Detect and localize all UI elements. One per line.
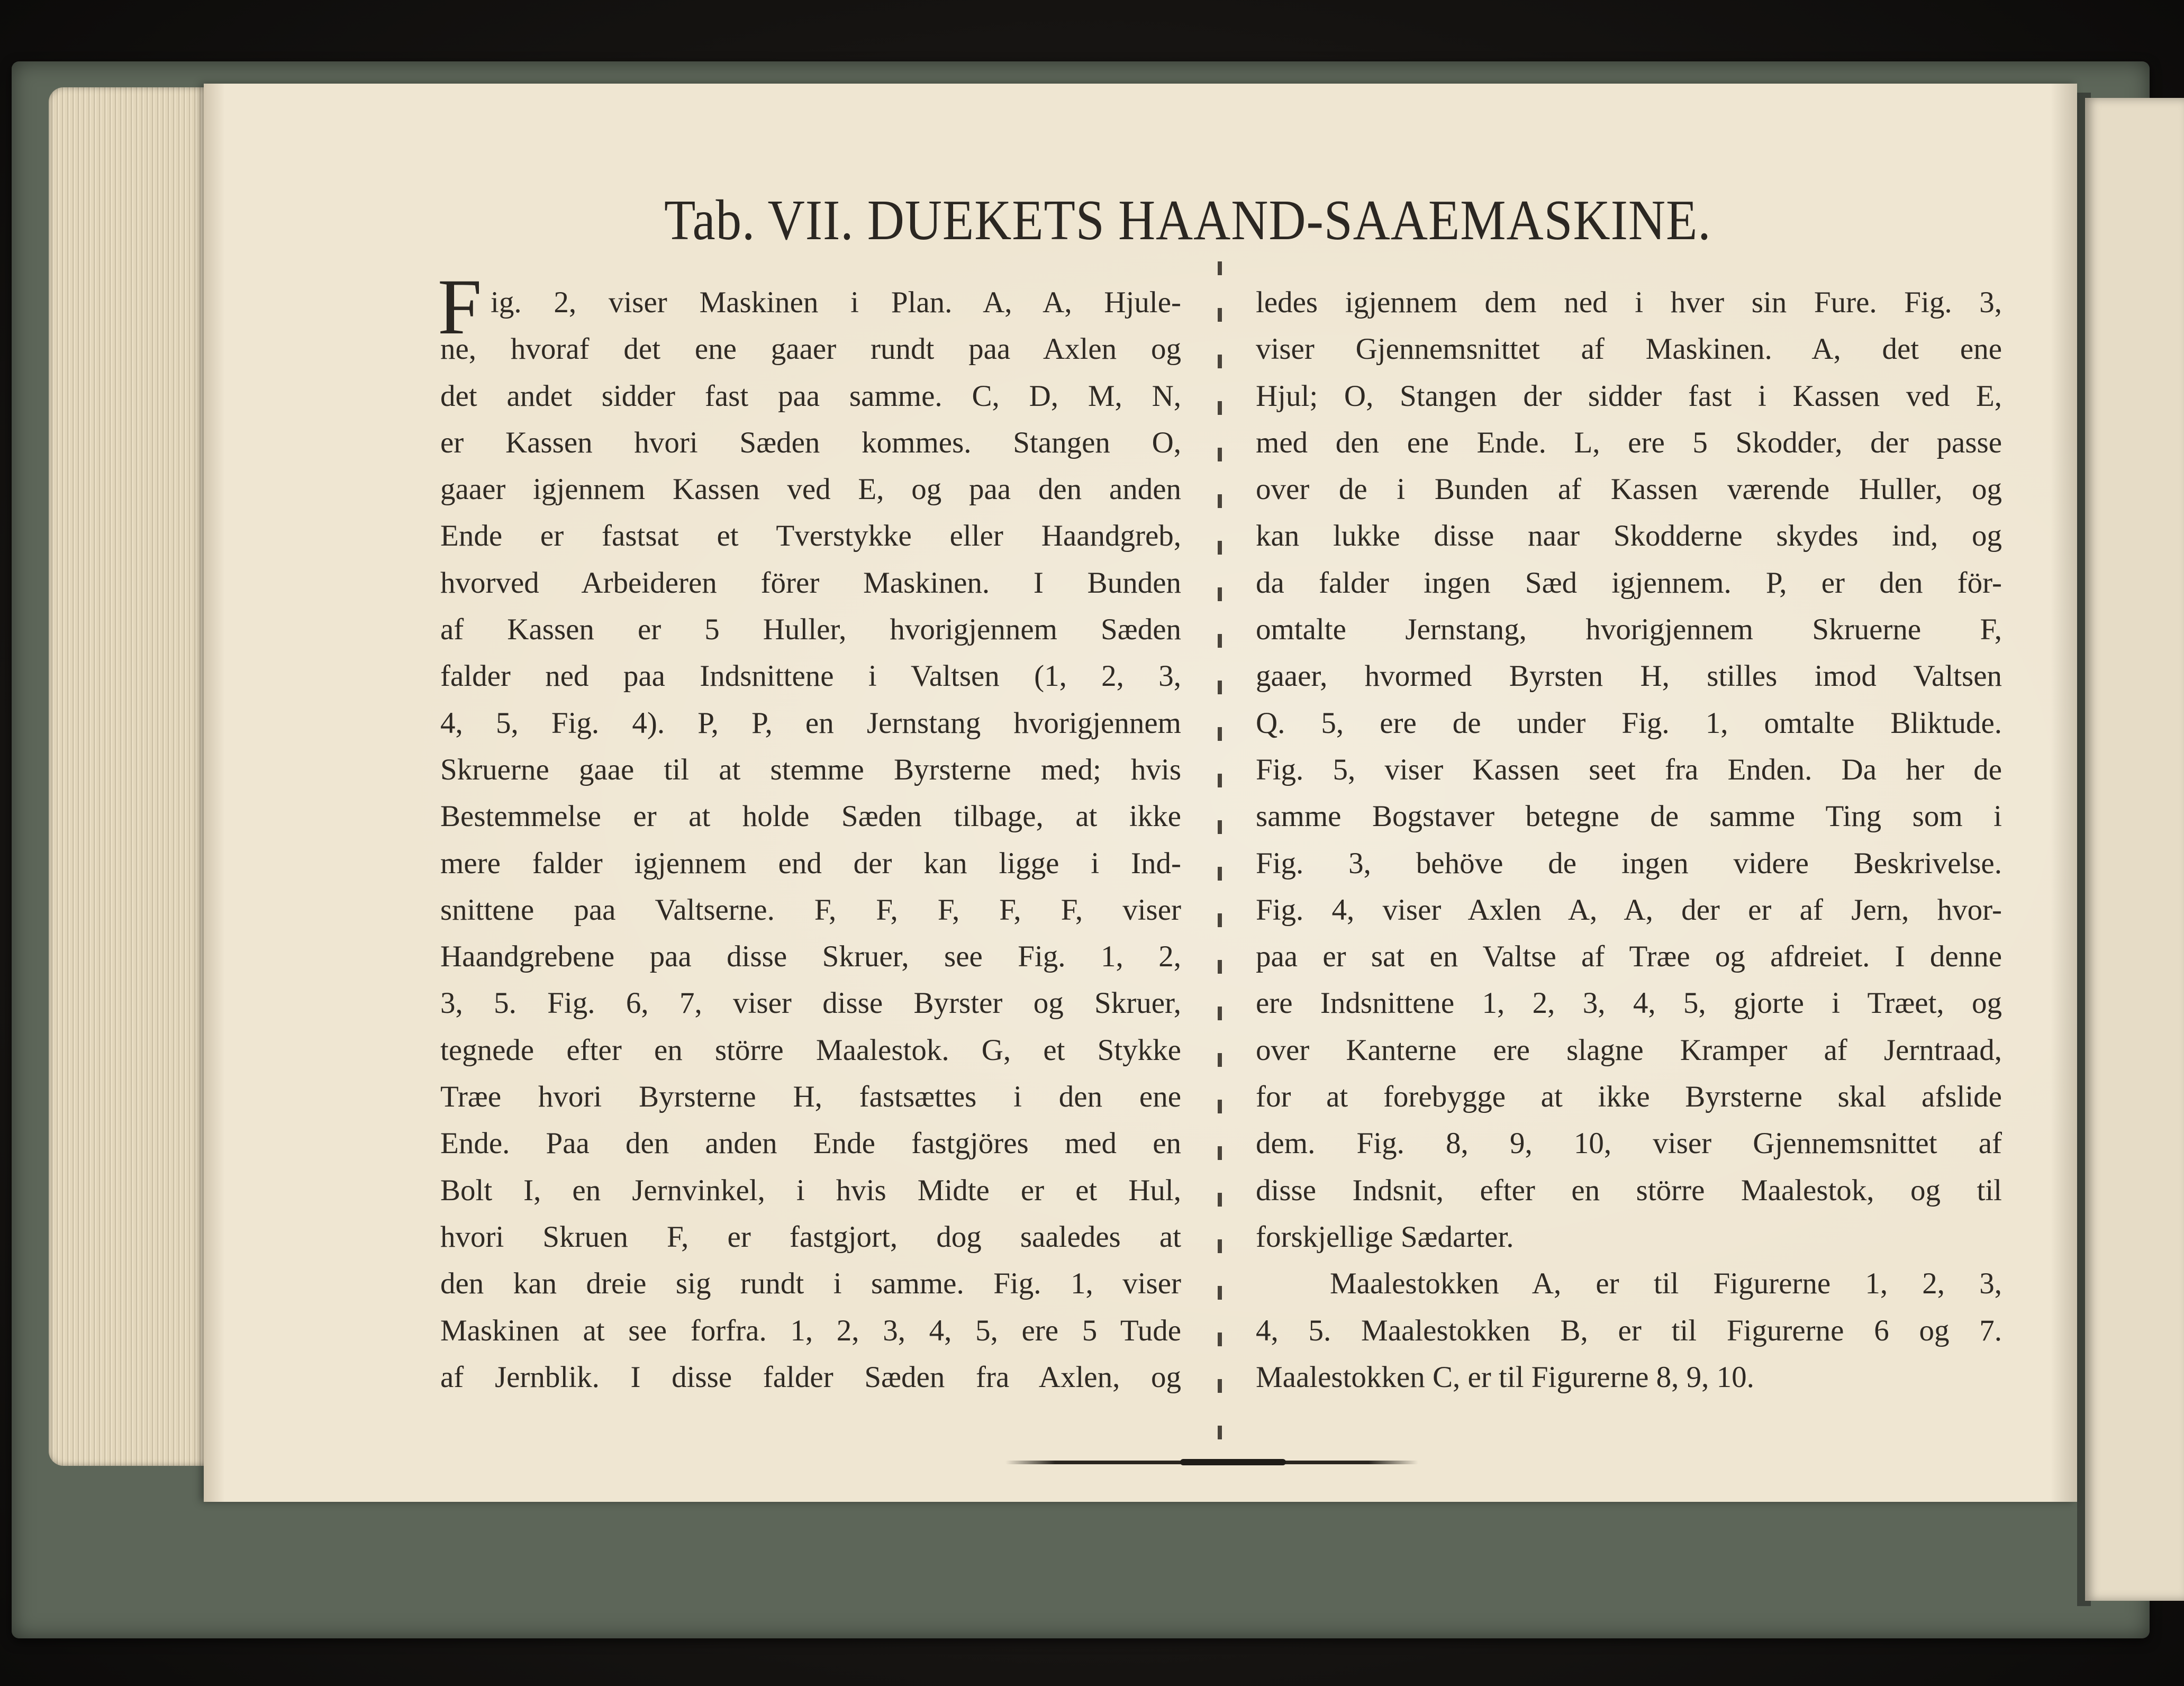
text-line: det andet sidder fast paa samme. C, D, M, N, — [440, 379, 1181, 413]
text-line: snittene paa Valtserne. F, F, F, F, F, viser — [440, 893, 1181, 927]
page-edges — [49, 87, 218, 1466]
left-text-column — [440, 279, 1181, 1401]
right-text-column — [1256, 279, 2002, 1401]
text-line: med den ene Ende. L, ere 5 Skodder, der passe — [1256, 425, 2002, 459]
text-line: Hjul; O, Stangen der sidder fast i Kassen ved E, — [1256, 379, 2002, 413]
text-line: falder ned paa Indsnittene i Valtsen (1, 2, 3, — [440, 659, 1181, 693]
column-divider — [1212, 254, 1228, 1445]
text-line: Q. 5, ere de under Fig. 1, omtalte Bliktude. — [1256, 706, 2002, 740]
text-line: gaaer igjennem Kassen ved E, og paa den anden — [440, 473, 1181, 506]
text-line: Fig. 5, viser Kassen seet fra Enden. Da her de — [1256, 753, 2002, 786]
text-line: Træe hvori Byrsterne H, fastsættes i den ene — [440, 1080, 1181, 1114]
text-line: over de i Bunden af Kassen værende Huller, og — [1256, 473, 2002, 506]
text-line: Bolt I, en Jernvinkel, i hvis Midte er et Hul, — [440, 1173, 1181, 1207]
text-line: Maalestokken C, er til Figurerne 8, 9, 10. — [1256, 1360, 1754, 1394]
closing-rule-center — [1180, 1459, 1286, 1465]
text-line: Ende er fastsat et Tverstykke eller Haandgreb, — [440, 519, 1181, 553]
text-line: 3, 5. Fig. 6, 7, viser disse Byrster og Skruer, — [440, 986, 1181, 1020]
text-line: mere falder igjennem end der kan ligge i Ind- — [440, 846, 1181, 880]
text-line: Maalestokken A, er til Figurerne 1, 2, 3, — [1330, 1267, 2002, 1301]
text-line: Maskinen at see forfra. 1, 2, 3, 4, 5, ere 5 Tude — [440, 1313, 1181, 1347]
text-line: kan lukke disse naar Skodderne skydes ind, og — [1256, 519, 2002, 553]
facing-board — [2085, 98, 2184, 1601]
text-line: Bestemmelse er at holde Sæden tilbage, at ikke — [440, 800, 1181, 833]
text-line: Skruerne gaae til at stemme Byrsterne med; hvis — [440, 753, 1181, 786]
text-line: samme Bogstaver betegne de samme Ting som i — [1256, 800, 2002, 833]
text-line: forskjellige Sædarter. — [1256, 1220, 1514, 1254]
text-line: 4, 5. Maalestokken B, er til Figurerne 6 og 7. — [1256, 1313, 2002, 1347]
text-line: viser Gjennemsnittet af Maskinen. A, det ene — [1256, 332, 2002, 366]
page-title: Tab. VII. DUEKETS HAAND-SAAEMASKINE. — [664, 189, 1711, 252]
text-line: paa er sat en Valtse af Træe og afdreiet. I denne — [1256, 940, 2002, 974]
text-line: Ende. Paa den anden Ende fastgjöres med en — [440, 1127, 1181, 1161]
text-line: ne, hvoraf det ene gaaer rundt paa Axlen og — [440, 332, 1181, 366]
text-line: Fig. 4, viser Axlen A, A, der er af Jern, hvor- — [1256, 893, 2002, 927]
text-line: ledes igjennem dem ned i hver sin Fure. Fig. 3, — [1256, 286, 2002, 319]
text-line: Haandgrebene paa disse Skruer, see Fig. 1, 2, — [440, 940, 1181, 974]
text-line: af Kassen er 5 Huller, hvorigjennem Sæden — [440, 613, 1181, 647]
text-line: tegnede efter en större Maalestok. G, et Stykke — [440, 1033, 1181, 1067]
text-line: dem. Fig. 8, 9, 10, viser Gjennemsnittet af — [1256, 1127, 2002, 1161]
text-line: den kan dreie sig rundt i samme. Fig. 1, viser — [440, 1267, 1181, 1301]
text-line: gaaer, hvormed Byrsten H, stilles imod Valtsen — [1256, 659, 2002, 693]
text-line: ig. 2, viser Maskinen i Plan. A, A, Hjule- — [491, 286, 1181, 319]
text-line: disse Indsnit, efter en större Maalestok, og til — [1256, 1173, 2002, 1207]
text-line: da falder ingen Sæd igjennem. P, er den för- — [1256, 566, 2002, 600]
text-line: hvori Skruen F, er fastgjort, dog saaledes at — [440, 1220, 1181, 1254]
text-line: over Kanterne ere slagne Kramper af Jerntraad, — [1256, 1033, 2002, 1067]
text-line: omtalte Jernstang, hvorigjennem Skruerne F, — [1256, 613, 2002, 647]
drop-cap: F — [438, 263, 482, 351]
text-line: ere Indsnittene 1, 2, 3, 4, 5, gjorte i Træet, og — [1256, 986, 2002, 1020]
text-line: 4, 5, Fig. 4). P, P, en Jernstang hvorigjennem — [440, 706, 1181, 740]
text-line: for at forebygge at ikke Byrsterne skal afslide — [1256, 1080, 2002, 1114]
text-line: hvorved Arbeideren förer Maskinen. I Bunden — [440, 566, 1181, 600]
text-line: af Jernblik. I disse falder Sæden fra Axlen, og — [440, 1360, 1181, 1394]
text-line: er Kassen hvori Sæden kommes. Stangen O, — [440, 425, 1181, 459]
text-line: Fig. 3, behöve de ingen videre Beskrivelse. — [1256, 846, 2002, 880]
